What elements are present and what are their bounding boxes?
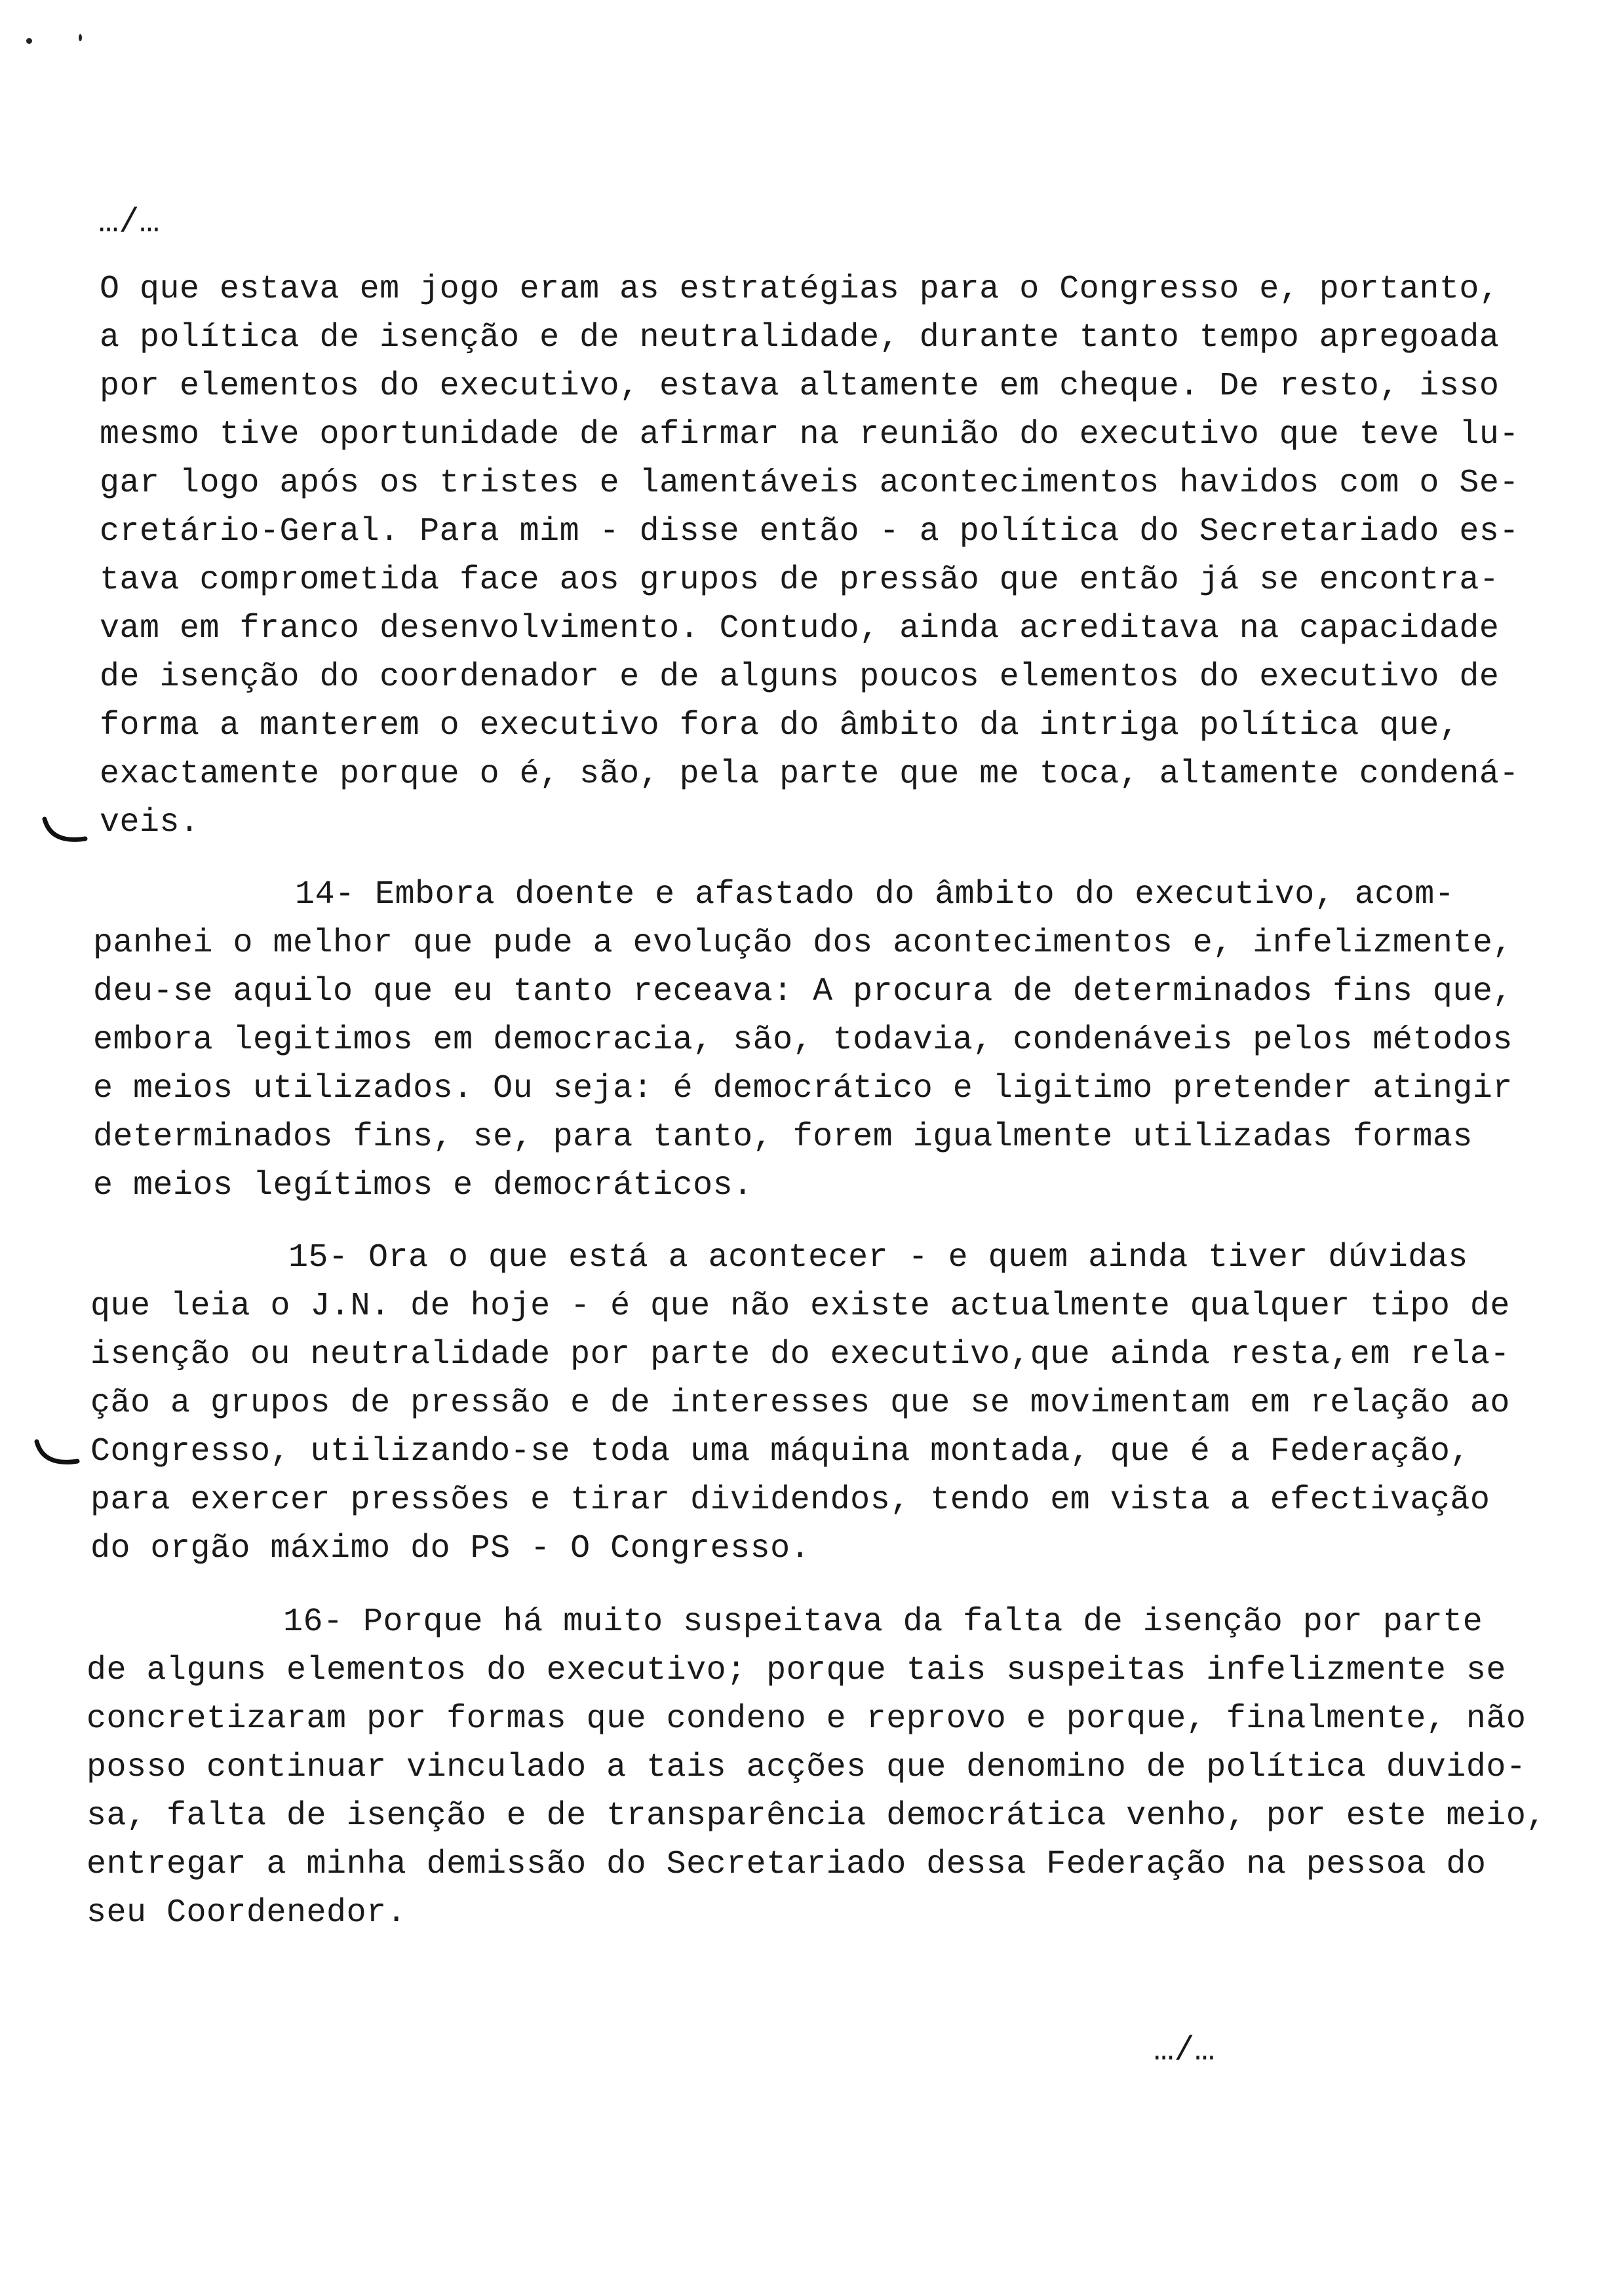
margin-bracket-mark — [39, 813, 98, 858]
text-line: veis. — [100, 804, 200, 841]
text-line: vam em franco desenvolvimento. Contudo, ainda acreditava na capacidade — [100, 610, 1500, 647]
text-line: cretário-Geral. Para mim - disse então - a política do Secretariado es- — [100, 513, 1519, 550]
margin-bracket-mark — [31, 1435, 90, 1481]
text-line: do orgão máximo do PS - O Congresso. — [90, 1530, 811, 1567]
text-line: determinados fins, se, para tanto, forem igualmente utilizadas formas — [93, 1119, 1473, 1156]
scan-speck — [26, 38, 32, 44]
text-line: de isenção do coordenador e de alguns poucos elementos do executivo de — [100, 659, 1500, 696]
text-line: a política de isenção e de neutralidade, durante tanto tempo apregoada — [100, 319, 1500, 356]
text-line: seu Coordenedor. — [87, 1894, 407, 1932]
text-line: e meios utilizados. Ou seja: é democrático e ligitimo pretender atingir — [93, 1070, 1513, 1107]
header-continuation-marker: …/… — [98, 203, 160, 242]
text-line: 16- Porque há muito suspeitava da falta de isenção por parte — [283, 1603, 1483, 1641]
text-line: que leia o J.N. de hoje - é que não existe actualmente qualquer tipo de — [90, 1288, 1510, 1325]
text-line: panhei o melhor que pude a evolução dos acontecimentos e, infelizmente, — [93, 925, 1513, 962]
text-line: embora legitimos em democracia, são, todavia, condenáveis pelos métodos — [93, 1022, 1513, 1059]
scan-speck — [79, 34, 82, 41]
text-line: concretizaram por formas que condeno e reprovo e porque, finalmente, não — [87, 1700, 1527, 1738]
text-line: exactamente porque o é, são, pela parte que me toca, altamente condená- — [100, 756, 1519, 793]
text-line: gar logo após os tristes e lamentáveis acontecimentos havidos com o Se- — [100, 465, 1519, 502]
text-line: posso continuar vinculado a tais acções que denomino de política duvido- — [87, 1749, 1527, 1786]
text-line: tava comprometida face aos grupos de pressão que então já se encontra- — [100, 562, 1500, 599]
footer-continuation-marker: …/… — [1154, 2031, 1215, 2070]
text-line: isenção ou neutralidade por parte do executivo,que ainda resta,em rela- — [90, 1336, 1510, 1373]
text-line: entregar a minha demissão do Secretariado dessa Federação na pessoa do — [87, 1846, 1487, 1883]
text-line: ção a grupos de pressão e de interesses que se movimentam em relação ao — [90, 1385, 1510, 1422]
text-line: de alguns elementos do executivo; porque tais suspeitas infelizmente se — [87, 1652, 1506, 1689]
text-line: deu-se aquilo que eu tanto receava: A procura de determinados fins que, — [93, 973, 1513, 1010]
text-line: Congresso, utilizando-se toda uma máquina montada, que é a Federação, — [90, 1433, 1470, 1470]
text-line: por elementos do executivo, estava altamente em cheque. De resto, isso — [100, 368, 1500, 405]
text-line: 14- Embora doente e afastado do âmbito do executivo, acom- — [295, 876, 1455, 913]
text-line: para exercer pressões e tirar dividendos, tendo em vista a efectivação — [90, 1482, 1490, 1519]
text-line: mesmo tive oportunidade de afirmar na reunião do executivo que teve lu- — [100, 416, 1519, 453]
text-line: forma a manterem o executivo fora do âmbito da intriga política que, — [100, 707, 1460, 744]
text-line: e meios legítimos e democráticos. — [93, 1167, 753, 1204]
text-line: O que estava em jogo eram as estratégias para o Congresso e, portanto, — [100, 271, 1500, 308]
text-line: sa, falta de isenção e de transparência democrática venho, por este meio, — [87, 1797, 1546, 1835]
text-line: 15- Ora o que está a acontecer - e quem ainda tiver dúvidas — [288, 1239, 1468, 1276]
